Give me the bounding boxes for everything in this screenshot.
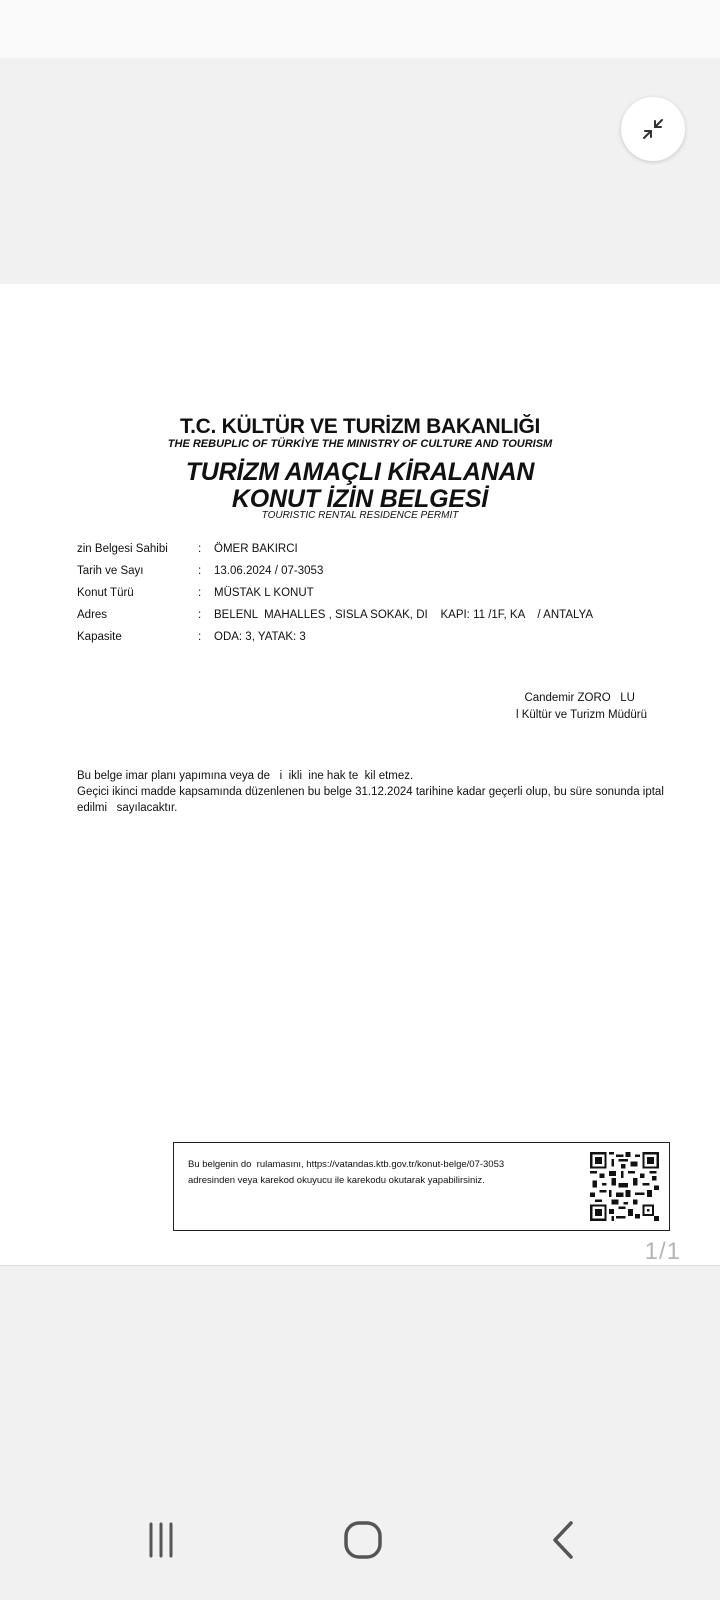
ministry-title-english: THE REBUPLIC OF TÜRKİYE THE MINISTRY OF CULTURE AND TOURISM (167, 438, 553, 450)
recent-apps-button[interactable] (121, 1500, 201, 1580)
info-value: MÜSTAK L KONUT (214, 587, 314, 599)
ministry-title: T.C. KÜLTÜR VE TURİZM BAKANLIĞI (179, 415, 541, 438)
info-colon: : (198, 609, 202, 621)
verification-box (173, 1142, 670, 1231)
back-icon (549, 1520, 579, 1560)
info-value: ÖMER BAKIRCI (214, 543, 298, 555)
note-line: Geçici ikinci madde kapsamında düzenlenen bu belge 31.12.2024 tarihine kadar geçerli olup, bu süre sonunda iptal (77, 786, 664, 798)
permit-title-line-1: TURİZM AMAÇLI KİRALANAN (185, 458, 535, 486)
document-page (0, 284, 720, 1266)
permit-title (0, 459, 720, 513)
info-row-capacity (77, 630, 697, 652)
status-bar (0, 0, 720, 58)
info-label: Konut Türü (77, 587, 134, 599)
system-navigation-bar (0, 1500, 720, 1580)
info-colon: : (198, 587, 202, 599)
info-colon: : (198, 543, 202, 555)
info-label: Adres (77, 609, 108, 621)
info-value: ODA: 3, YATAK: 3 (214, 631, 306, 643)
verification-text (188, 1157, 568, 1189)
verification-line: adresinden veya karekod okuyucu ile karekodu okutarak yapabilirsiniz. (188, 1175, 485, 1186)
recent-apps-icon (143, 1522, 179, 1558)
info-value: 13.06.2024 / 07-3053 (214, 565, 324, 577)
info-row-residence-type (77, 586, 697, 608)
info-value: BELENL MAHALLES , SISLA SOKAK, DI KAPI: 11 /1F, KA / ANTALYA (214, 609, 594, 621)
info-colon: : (198, 631, 202, 643)
home-button[interactable] (323, 1500, 403, 1580)
page-indicator: 1/1 (644, 1238, 681, 1265)
document-notes (77, 768, 677, 816)
permit-title-english: TOURISTIC RENTAL RESIDENCE PERMIT (261, 510, 459, 521)
info-label: Kapasite (77, 631, 122, 643)
signer-name: Candemir ZORO LU (524, 692, 635, 704)
signer-block (516, 690, 647, 724)
verification-line: Bu belgenin do rulamasını, https://vatandas.ktb.gov.tr/konut-belge/07-3053 (188, 1159, 505, 1170)
viewer-background-top (0, 58, 720, 284)
note-line: Bu belge imar planı yapımına veya de i ikli ine hak te kil etmez. (77, 770, 414, 782)
qr-code-icon (590, 1152, 659, 1221)
info-label: Tarih ve Sayı (77, 565, 144, 577)
info-label: zin Belgesi Sahibi (77, 543, 168, 555)
info-row-date-number (77, 564, 697, 586)
info-row-address (77, 608, 697, 630)
home-icon (343, 1520, 383, 1560)
permit-title-line-2: KONUT İZİN BELGESİ (231, 485, 489, 513)
signer-title: l Kültür ve Turizm Müdürü (515, 709, 647, 721)
back-button[interactable] (524, 1500, 604, 1580)
permit-info-table (77, 542, 697, 652)
collapse-fullscreen-button[interactable] (621, 97, 685, 161)
info-row-owner (77, 542, 697, 564)
info-colon: : (198, 565, 202, 577)
collapse-arrows-icon (640, 116, 666, 142)
note-line: edilmi sayılacaktır. (77, 802, 178, 814)
